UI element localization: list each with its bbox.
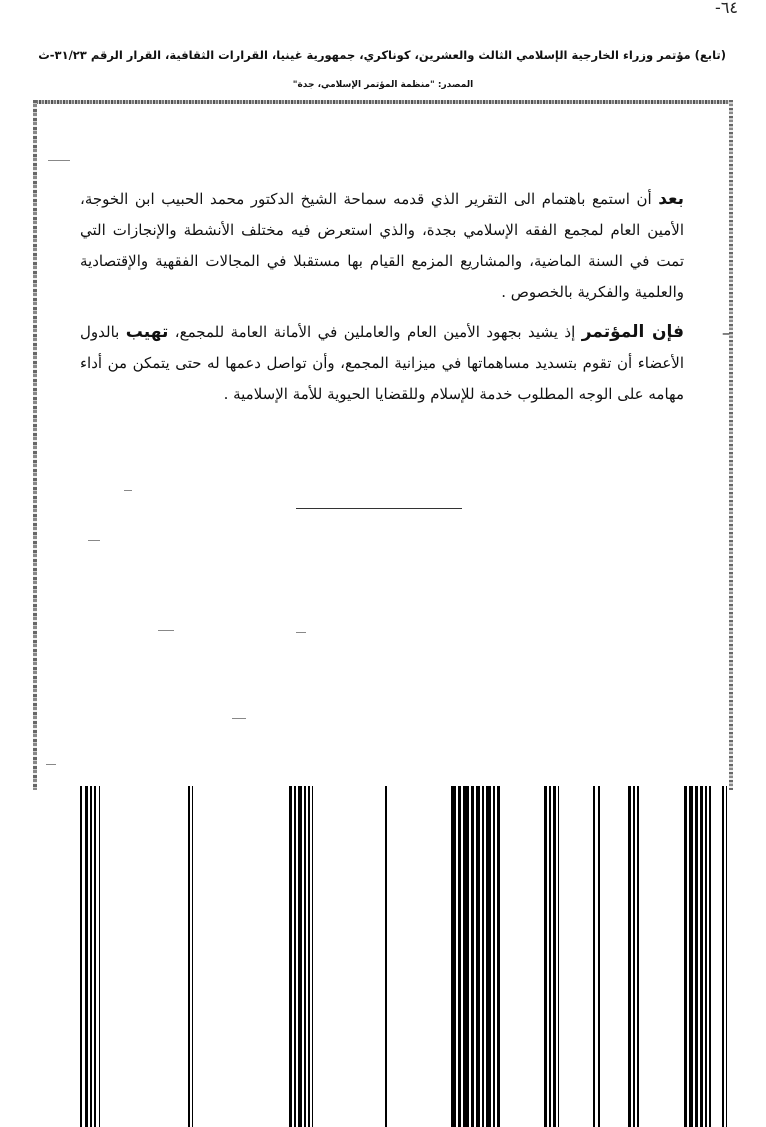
scan-speck — [232, 718, 246, 719]
scan-speck — [296, 632, 306, 633]
scan-speck — [46, 764, 56, 765]
scan-speck — [158, 630, 174, 631]
bullet-dash: – — [722, 323, 730, 342]
scan-speck — [88, 540, 100, 541]
keyword-conference: فإن المؤتمر — [581, 322, 684, 342]
keyword-after: بعد — [658, 189, 684, 209]
scan-frame-left — [33, 100, 37, 790]
paragraph-operative-text-1: إذ يشيد بجهود الأمين العام والعاملين في الأمانة العامة للمجمع، — [168, 323, 582, 341]
resolution-body — [80, 184, 730, 410]
document-header-title: (تابع) مؤتمر وزراء الخارجية الإسلامي الثالث والعشرين، كوناكري، جمهورية غينيا، القرارات الثقافية، القرار الرقم ٣١/٢٣-ث — [38, 48, 726, 62]
paragraph-operative — [80, 317, 730, 410]
page-number: -٦٤ — [715, 0, 738, 17]
scan-frame-right — [729, 100, 733, 790]
scan-barcode-stripes — [33, 786, 733, 1127]
paragraph-operative-text-2: بالدول الأعضاء أن تقوم بتسديد مساهماتها في ميزانية المجمع، وأن تواصل دعمها له حتى يتمكن من أداء مهامه على الوجه المطلوب خدمة للإسلام وللقضايا الحيوية للأمة الإسلامية . — [80, 323, 684, 403]
keyword-urges: تهيب — [125, 322, 169, 342]
scan-speck — [48, 160, 70, 161]
paragraph-preamble — [80, 184, 684, 308]
scan-frame-top — [33, 100, 733, 104]
closing-rule — [296, 508, 462, 509]
paragraph-preamble-text: أن استمع باهتمام الى التقرير الذي قدمه سماحة الشيخ الدكتور محمد الحبيب ابن الخوجة، الأمين العام لمجمع الفقه الإسلامي بجدة، والذي استعرض فيه مختلف الأنشطة والإنجازات التي تمت في السنة الماضية، والمشاريع المزمع القيام بها مستقبلا في المجالات الفقهية والإقتصادية والعلمية والفكرية بالخصوص . — [80, 190, 684, 301]
document-header-source: المصدر: "منظمة المؤتمر الإسلامي، جدة" — [292, 80, 474, 90]
scan-speck — [124, 490, 132, 491]
